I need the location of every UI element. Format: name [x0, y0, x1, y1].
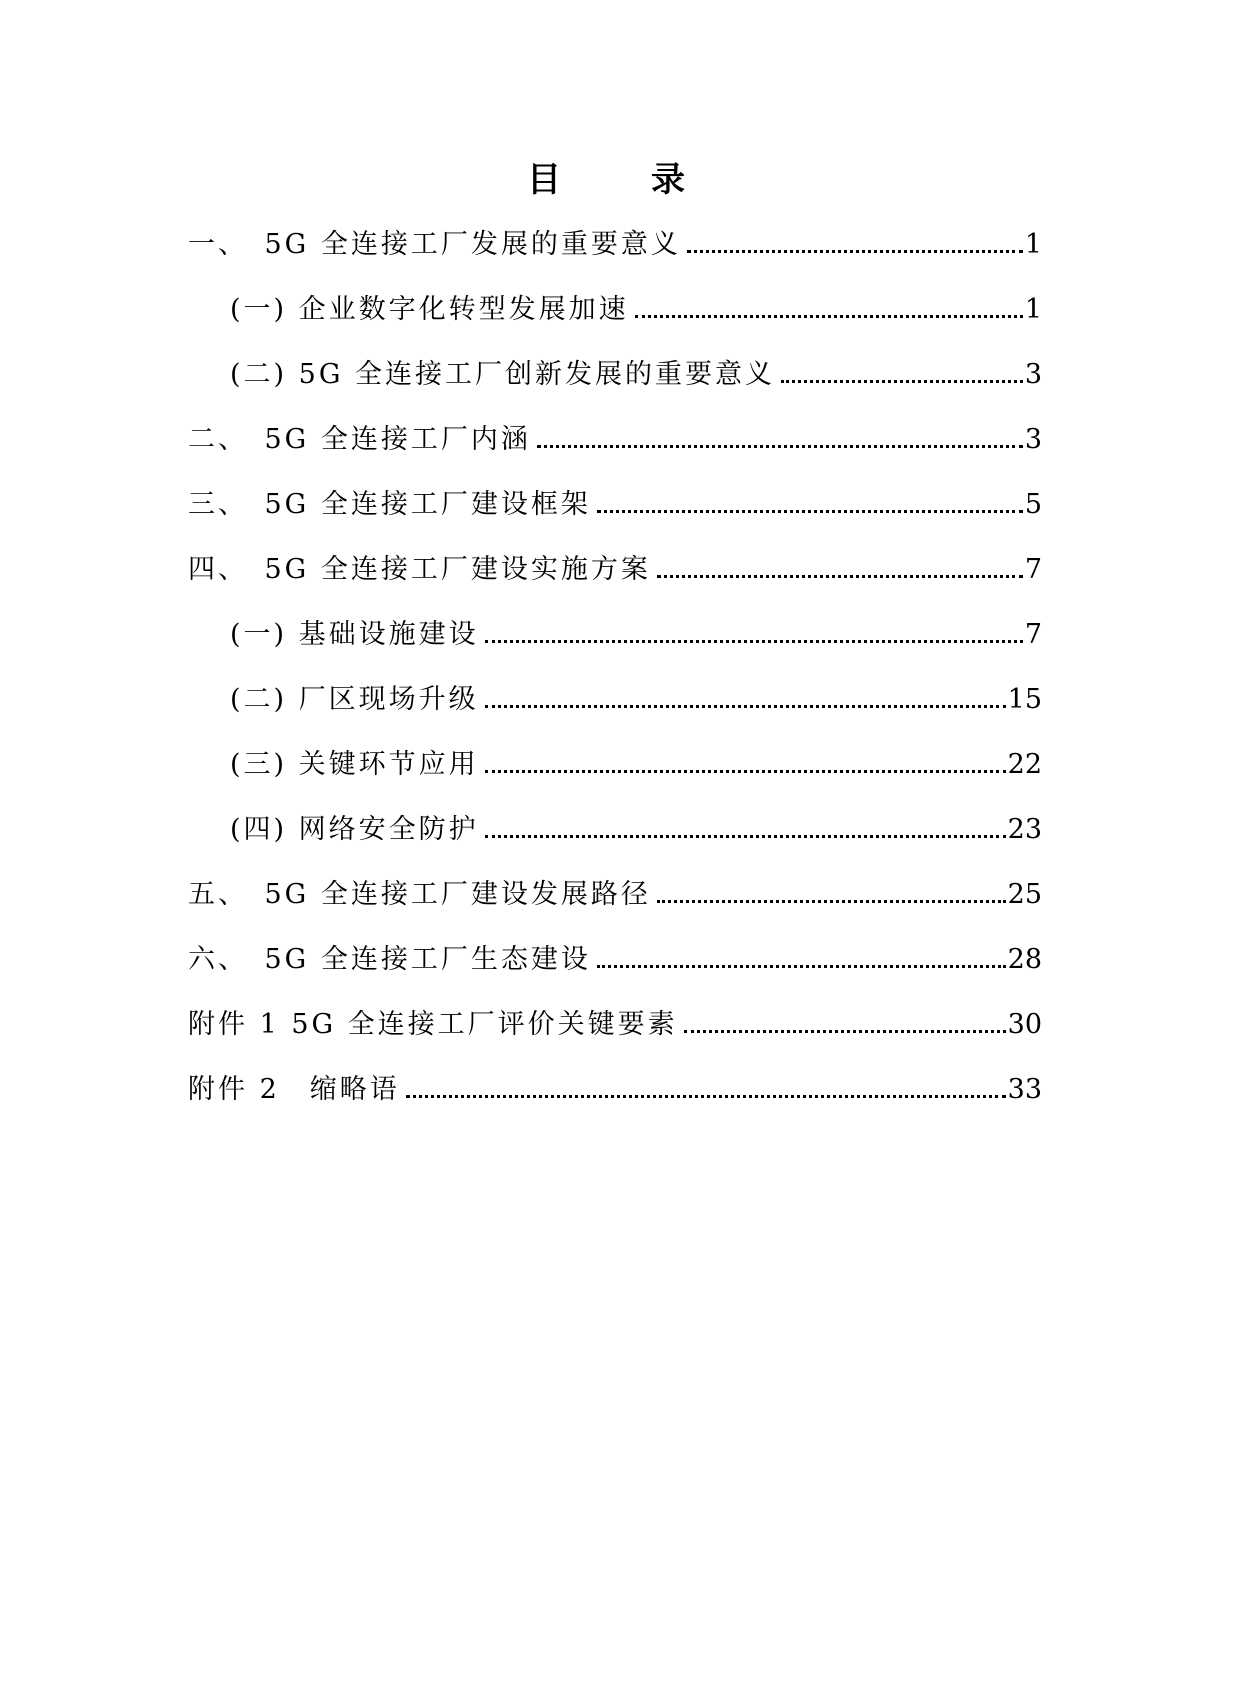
- toc-dot-leader: [597, 965, 1006, 968]
- toc-dot-leader: [635, 315, 1023, 318]
- toc-entry-page: 3: [1024, 424, 1042, 455]
- toc-dot-leader: [485, 705, 1006, 708]
- toc-entry-page: 7: [1024, 554, 1042, 585]
- toc-entry-page: 22: [1007, 749, 1042, 780]
- toc-dot-leader: [781, 380, 1023, 383]
- toc-entry[interactable]: [188, 680, 1042, 745]
- toc-entry-label: (二) 厂区现场升级: [230, 684, 479, 715]
- toc-dot-leader: [597, 510, 1023, 513]
- toc-dot-leader: [657, 575, 1023, 578]
- toc-title: 目 录: [527, 160, 713, 200]
- toc-entry-label: (二) 5G 全连接工厂创新发展的重要意义: [230, 359, 775, 390]
- toc-entry[interactable]: [188, 290, 1042, 355]
- toc-entry[interactable]: [188, 745, 1042, 810]
- toc-entry[interactable]: [188, 420, 1042, 485]
- toc-entry-label: 一、 5G 全连接工厂发展的重要意义: [188, 229, 681, 260]
- toc-entry-page: 28: [1007, 944, 1042, 975]
- toc-entry[interactable]: [188, 875, 1042, 940]
- toc-dot-leader: [537, 445, 1023, 448]
- toc-entry[interactable]: [188, 940, 1042, 1005]
- toc-entry[interactable]: [188, 615, 1042, 680]
- toc-entry-label: 附件 2 缩略语: [188, 1074, 400, 1105]
- toc-list: [188, 225, 1042, 1135]
- toc-entry-page: 7: [1024, 619, 1042, 650]
- toc-dot-leader: [485, 835, 1006, 838]
- toc-entry[interactable]: [188, 355, 1042, 420]
- toc-entry-label: 附件 1 5G 全连接工厂评价关键要素: [188, 1009, 678, 1040]
- toc-entry[interactable]: [188, 550, 1042, 615]
- toc-entry[interactable]: [188, 1070, 1042, 1135]
- toc-entry[interactable]: [188, 485, 1042, 550]
- toc-entry-label: 六、 5G 全连接工厂生态建设: [188, 944, 591, 975]
- toc-entry[interactable]: [188, 1005, 1042, 1070]
- toc-entry-page: 15: [1007, 684, 1042, 715]
- toc-entry-page: 30: [1007, 1009, 1042, 1040]
- toc-entry[interactable]: [188, 810, 1042, 875]
- toc-dot-leader: [485, 640, 1023, 643]
- toc-entry-page: 33: [1007, 1074, 1042, 1105]
- toc-entry-label: 二、 5G 全连接工厂内涵: [188, 424, 531, 455]
- toc-entry-label: 三、 5G 全连接工厂建设框架: [188, 489, 591, 520]
- toc-entry-label: 四、 5G 全连接工厂建设实施方案: [188, 554, 651, 585]
- toc-dot-leader: [406, 1095, 1006, 1098]
- toc-entry-page: 3: [1024, 359, 1042, 390]
- toc-entry-label: (三) 关键环节应用: [230, 749, 479, 780]
- toc-entry-page: 1: [1024, 294, 1042, 325]
- toc-dot-leader: [485, 770, 1006, 773]
- toc-entry-label: (一) 企业数字化转型发展加速: [230, 294, 629, 325]
- toc-entry-label: (四) 网络安全防护: [230, 814, 479, 845]
- toc-dot-leader: [684, 1030, 1006, 1033]
- toc-dot-leader: [657, 900, 1006, 903]
- toc-dot-leader: [687, 250, 1023, 253]
- toc-entry-page: 5: [1024, 489, 1042, 520]
- toc-entry-label: 五、 5G 全连接工厂建设发展路径: [188, 879, 651, 910]
- toc-entry[interactable]: [188, 225, 1042, 290]
- toc-entry-label: (一) 基础设施建设: [230, 619, 479, 650]
- toc-entry-page: 23: [1007, 814, 1042, 845]
- toc-entry-page: 25: [1007, 879, 1042, 910]
- toc-entry-page: 1: [1024, 229, 1042, 260]
